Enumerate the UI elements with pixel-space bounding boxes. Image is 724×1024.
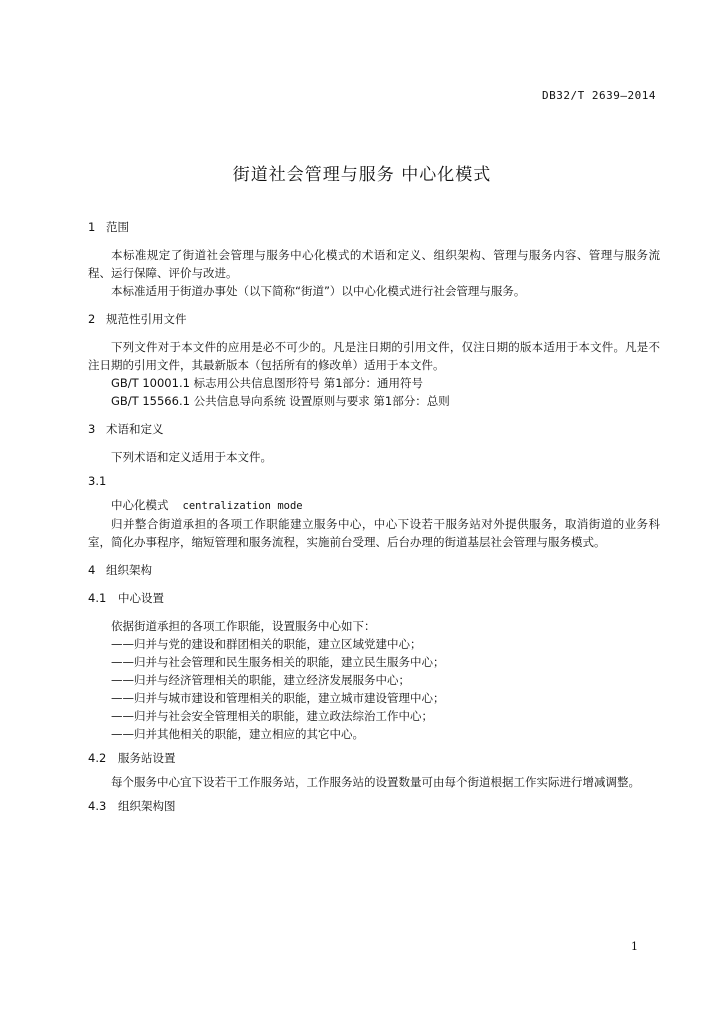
list-item: ——归并与社会管理和民生服务相关的职能，建立民生服务中心； bbox=[111, 655, 445, 669]
section-heading-organization: 4 组织架构 bbox=[88, 563, 152, 577]
term-english: centralization mode bbox=[182, 500, 303, 512]
paragraph: 下列文件对于本文件的应用是必不可少的。凡是注日期的引用文件，仅注日期的版本适用于本文件。凡是不注日期的引用文件，其最新版本（包括所有的修改单）适用于本文件。 bbox=[88, 340, 660, 372]
paragraph: 每个服务中心宜下设若干工作服务站，工作服务站的设置数量可由每个街道根据工作实际进行增减调整。 bbox=[111, 775, 640, 789]
reference-item: GB/T 15566.1 公共信息导向系统 设置原则与要求 第1部分：总则 bbox=[111, 394, 450, 408]
paragraph: 依据街道承担的各项工作职能，设置服务中心如下： bbox=[111, 619, 376, 633]
list-item: ——归并与社会安全管理相关的职能，建立政法综治工作中心； bbox=[111, 709, 433, 723]
list-item: ——归并与党的建设和群团相关的职能，建立区域党建中心； bbox=[111, 637, 422, 651]
document-title: 街道社会管理与服务 中心化模式 bbox=[232, 165, 492, 185]
term-number: 3.1 bbox=[88, 474, 107, 488]
standard-code: DB32/T 2639—2014 bbox=[542, 89, 656, 102]
section-heading-references: 2 规范性引用文件 bbox=[88, 312, 187, 326]
subsection-heading-chart: 4.3 组织架构图 bbox=[88, 799, 176, 813]
term-definition: 归并整合街道承担的各项工作职能建立服务中心，中心下设若干服务站对外提供服务，取消街道的业务科室，简化办事程序，缩短管理和服务流程，实施前台受理、后台办理的街道基层社会管理与服务模式。 bbox=[88, 517, 660, 549]
term-chinese: 中心化模式 bbox=[111, 498, 169, 512]
reference-item: GB/T 10001.1 标志用公共信息图形符号 第1部分：通用符号 bbox=[111, 376, 424, 390]
subsection-heading-stations: 4.2 服务站设置 bbox=[88, 751, 176, 765]
section-heading-terms: 3 术语和定义 bbox=[88, 422, 164, 436]
section-heading-scope: 1 范围 bbox=[88, 220, 129, 234]
paragraph: 下列术语和定义适用于本文件。 bbox=[111, 450, 272, 464]
list-item: ——归并其他相关的职能，建立相应的其它中心。 bbox=[111, 727, 364, 741]
paragraph: 本标准规定了街道社会管理与服务中心化模式的术语和定义、组织架构、管理与服务内容、管理与服务流程、运行保障、评价与改进。 bbox=[88, 248, 660, 280]
paragraph: 本标准适用于街道办事处（以下简称“街道”）以中心化模式进行社会管理与服务。 bbox=[111, 284, 526, 298]
term-entry bbox=[111, 496, 660, 515]
document-body bbox=[88, 218, 660, 815]
page-number: 1 bbox=[631, 940, 638, 953]
list-item: ——归并与经济管理相关的职能，建立经济发展服务中心； bbox=[111, 673, 410, 687]
list-item: ——归并与城市建设和管理相关的职能，建立城市建设管理中心； bbox=[111, 691, 445, 705]
subsection-heading-center: 4.1 中心设置 bbox=[88, 591, 164, 605]
